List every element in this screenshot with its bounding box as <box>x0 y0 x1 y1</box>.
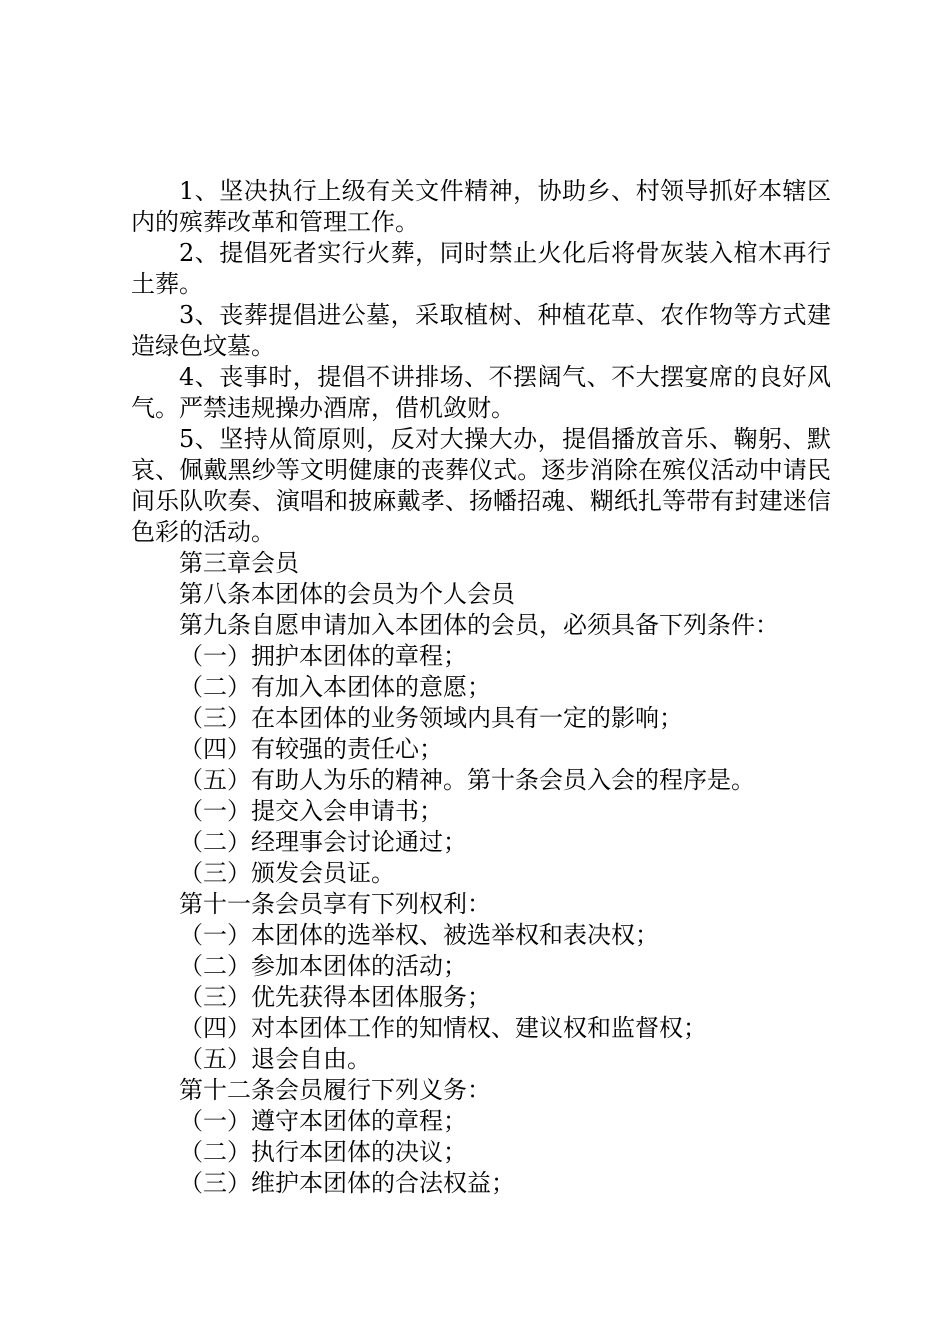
list-item: （四）对本团体工作的知情权、建议权和监督权； <box>179 1014 707 1042</box>
document-body <box>131 176 831 1199</box>
list-item: （二）经理事会讨论通过； <box>179 828 467 856</box>
list-item: （一）遵守本团体的章程； <box>179 1107 467 1135</box>
list-item: （三）在本团体的业务领域内具有一定的影响； <box>179 704 683 732</box>
article-12-heading: 第十二条会员履行下列义务： <box>179 1076 491 1104</box>
list-item: （五）退会自由。 <box>179 1045 371 1073</box>
list-item: （四）有较强的责任心； <box>179 735 443 763</box>
list-item: （二）参加本团体的活动； <box>179 952 467 980</box>
paragraph-3: 3、丧葬提倡进公墓，采取植树、种植花草、农作物等方式建造绿色坟墓。 <box>131 301 831 360</box>
article-11-heading: 第十一条会员享有下列权利： <box>179 890 491 918</box>
list-item: （一）本团体的选举权、被选举权和表决权； <box>179 921 659 949</box>
list-item: （三）颁发会员证。 <box>179 859 395 887</box>
paragraph-1: 1、坚决执行上级有关文件精神，协助乡、村领导抓好本辖区内的殡葬改革和管理工作。 <box>131 177 831 236</box>
list-item: （一）拥护本团体的章程； <box>179 642 467 670</box>
article-8: 第八条本团体的会员为个人会员 <box>179 580 515 608</box>
paragraph-4: 4、丧事时，提倡不讲排场、不摆阔气、不大摆宴席的良好风气。严禁违规操办酒席，借机敛财。 <box>131 363 831 422</box>
list-item: （五）有助人为乐的精神。第十条会员入会的程序是。 <box>179 766 755 794</box>
list-item: （三）维护本团体的合法权益； <box>179 1169 515 1197</box>
list-item: （一）提交入会申请书； <box>179 797 443 825</box>
chapter-title: 第三章会员 <box>179 549 299 577</box>
list-item: （二）有加入本团体的意愿； <box>179 673 491 701</box>
paragraph-5: 5、坚持从简原则，反对大操大办，提倡播放音乐、鞠躬、默哀、佩戴黑纱等文明健康的丧葬仪式。逐步消除在殡仪活动中请民间乐队吹奏、演唱和披麻戴孝、扬幡招魂、糊纸扎等带有封建迷信色彩的活动。 <box>131 425 831 546</box>
list-item: （二）执行本团体的决议； <box>179 1138 467 1166</box>
list-item: （三）优先获得本团体服务； <box>179 983 491 1011</box>
article-9-heading: 第九条自愿申请加入本团体的会员，必须具备下列条件： <box>179 611 779 639</box>
paragraph-2: 2、提倡死者实行火葬，同时禁止火化后将骨灰装入棺木再行土葬。 <box>131 239 831 298</box>
